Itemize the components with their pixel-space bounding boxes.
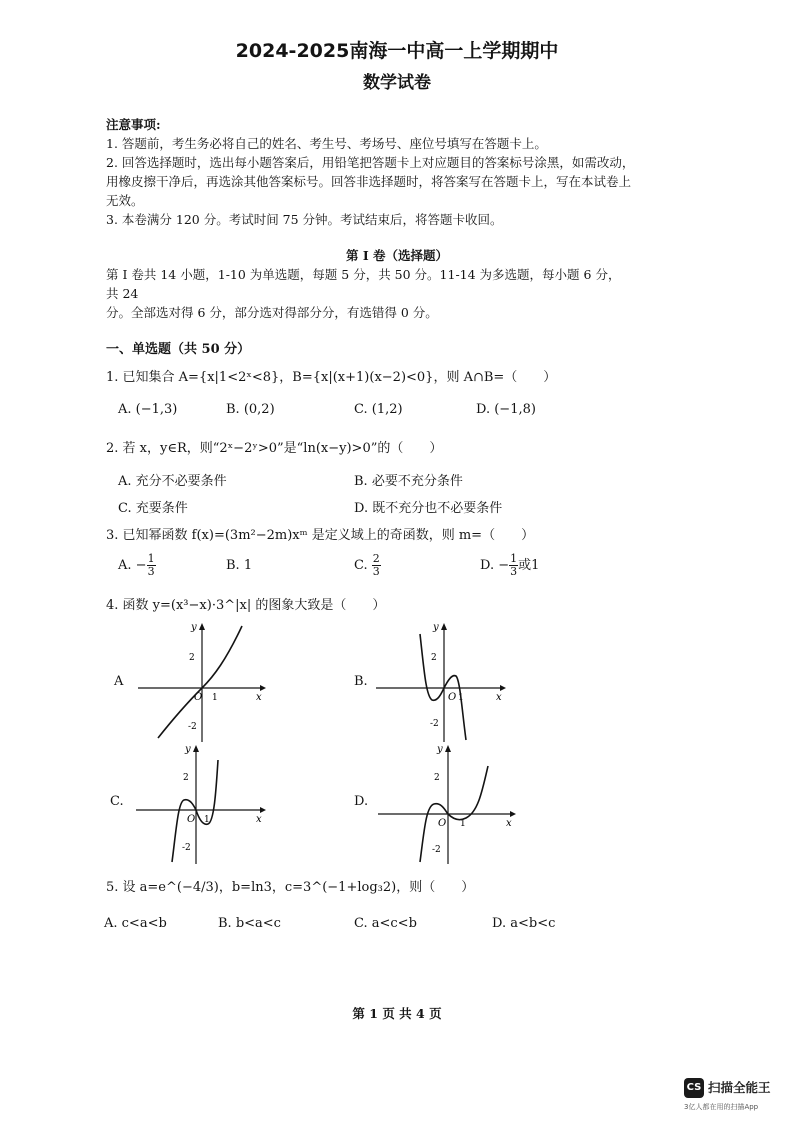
scanner-watermark: [684, 1072, 788, 1116]
y-axis-arrow: [199, 623, 205, 630]
q4-graph-c: [132, 742, 272, 866]
notice-heading: 注意事项:: [106, 117, 161, 132]
part1-title: 第 I 卷（选择题）: [345, 248, 449, 263]
tick-y-top: 2: [183, 773, 189, 783]
tick-y-bottom: -2: [182, 843, 191, 853]
x-axis-arrow: [260, 807, 266, 813]
q3-stem: 3. 已知幂函数 f(x)=(3m²−2m)xᵐ 是定义域上的奇函数，则 m=（ ）: [106, 528, 535, 543]
origin-label: O: [187, 814, 196, 825]
tick-x-1: 1: [458, 693, 464, 703]
q1-option-d: D. (−1,8): [476, 402, 536, 417]
q3-option-d-sign: −: [498, 558, 510, 573]
x-axis-label: x: [256, 814, 262, 825]
notice-line-3: 3. 本卷满分 120 分。考试时间 75 分钟。考试结束后，将答题卡收回。: [106, 212, 503, 227]
q3-option-d-tail: 或1: [518, 558, 540, 573]
q5-option-d: D. a<b<c: [492, 916, 556, 931]
section1-title: 一、单选题（共 50 分）: [106, 342, 251, 357]
y-axis-arrow: [193, 745, 199, 752]
q3-option-c: [354, 553, 381, 578]
q2-option-b: B. 必要不充分条件: [354, 474, 463, 489]
function-curve: [158, 626, 242, 738]
y-axis-label: y: [437, 744, 443, 755]
q5-option-a: A. c<a<b: [104, 916, 167, 931]
q2-option-c: C. 充要条件: [118, 501, 188, 516]
q3-option-d: [480, 553, 539, 578]
exam-title: 2024-2025南海一中高一上学期期中: [235, 40, 559, 62]
x-axis-arrow: [260, 685, 266, 691]
watermark-tagline: 3亿人都在用的扫描App: [684, 1103, 759, 1111]
q1-option-b: B. (0,2): [226, 402, 275, 417]
q4-graph-c-label: C.: [110, 794, 124, 809]
origin-label: O: [194, 692, 203, 703]
function-curve: [420, 634, 466, 740]
q3-option-a-label: A.: [118, 558, 132, 573]
q3-option-b: B. 1: [226, 558, 253, 573]
q5-option-c: C. a<c<b: [354, 916, 417, 931]
tick-x-1: 1: [204, 815, 210, 825]
q3-option-d-label: D.: [480, 558, 495, 573]
tick-y-bottom: -2: [430, 719, 439, 729]
q4-graph-a: [132, 620, 272, 744]
tick-x-1: 1: [212, 693, 218, 703]
part1-desc-1: 第 I 卷共 14 小题，1-10 为单选题，每题 5 分，共 50 分。11-14 为多选题，每小题 6 分，: [106, 267, 621, 282]
q4-graph-d-label: D.: [354, 794, 369, 809]
exam-subtitle: 数学试卷: [363, 73, 431, 93]
part1-desc-2: 共 24: [106, 286, 139, 301]
q5-option-b: B. b<a<c: [218, 916, 281, 931]
x-axis-arrow: [500, 685, 506, 691]
q1-stem: 1. 已知集合 A={x|1<2ˣ<8}，B={x|(x+1)(x−2)<0}，则 A∩B=（ ）: [106, 370, 557, 385]
q3-option-a-sign: −: [135, 558, 147, 573]
page-number: 第 1 页 共 4 页: [352, 1006, 442, 1021]
q3-option-c-fraction: $\frac{2}{3}$: [372, 552, 380, 578]
y-axis-label: y: [191, 622, 197, 633]
watermark-app-name: 扫描全能王: [708, 1080, 771, 1095]
x-axis-label: x: [496, 692, 502, 703]
y-axis-label: y: [185, 744, 191, 755]
q4-stem: 4. 函数 y=(x³−x)·3^|x| 的图象大致是（ ）: [106, 598, 386, 613]
q4-graph-d: [374, 742, 522, 866]
q5-stem: 5. 设 a=e^(−4/3)，b=ln3，c=3^(−1+log₃2)，则（ ）: [106, 880, 475, 895]
q1-option-a: A. (−1,3): [118, 402, 178, 417]
tick-y-top: 2: [434, 773, 440, 783]
camscanner-logo-icon: CS: [684, 1078, 704, 1098]
notice-line-1: 1. 答题前，考生务必将自己的姓名、考生号、考场号、座位号填写在答题卡上。: [106, 136, 547, 151]
notice-line-2b: 用橡皮擦干净后，再选涂其他答案标号。回答非选择题时，将答案写在答题卡上，写在本试卷上: [106, 174, 632, 189]
q1-option-c: C. (1,2): [354, 402, 403, 417]
x-axis-label: x: [256, 692, 262, 703]
q4-graph-b: [372, 620, 512, 744]
q2-stem: 2. 若 x，y∈R，则“2ˣ−2ʸ>0”是“ln(x−y)>0”的（ ）: [106, 441, 443, 456]
tick-x-1: 1: [460, 819, 466, 829]
origin-label: O: [438, 818, 447, 829]
q3-option-d-fraction: $\frac{1}{3}$: [510, 552, 518, 578]
tick-y-bottom: -2: [188, 722, 197, 732]
x-axis-arrow: [510, 811, 516, 817]
notice-line-2c: 无效。: [106, 193, 144, 208]
origin-label: O: [448, 692, 457, 703]
y-axis-arrow: [441, 623, 447, 630]
q3-option-c-label: C.: [354, 558, 368, 573]
q2-option-d: D. 既不充分也不必要条件: [354, 501, 503, 516]
q2-option-a: A. 充分不必要条件: [118, 474, 227, 489]
q3-option-a-fraction: $\frac{1}{3}$: [147, 552, 155, 578]
tick-y-bottom: -2: [432, 845, 441, 855]
tick-y-top: 2: [189, 653, 195, 663]
function-curve: [172, 760, 218, 862]
notice-line-2a: 2. 回答选择题时，选出每小题答案后，用铅笔把答题卡上对应题目的答案标号涂黑，如需改动，: [106, 155, 635, 170]
part1-desc-3: 分。全部选对得 6 分，部分选对得部分分，有选错得 0 分。: [106, 305, 438, 320]
x-axis-label: x: [506, 818, 512, 829]
q3-option-a: [118, 553, 156, 578]
q4-graph-b-label: B.: [354, 674, 368, 689]
y-axis-label: y: [433, 622, 439, 633]
q4-graph-a-label: A: [114, 674, 124, 689]
tick-y-top: 2: [431, 653, 437, 663]
y-axis-arrow: [445, 745, 451, 752]
